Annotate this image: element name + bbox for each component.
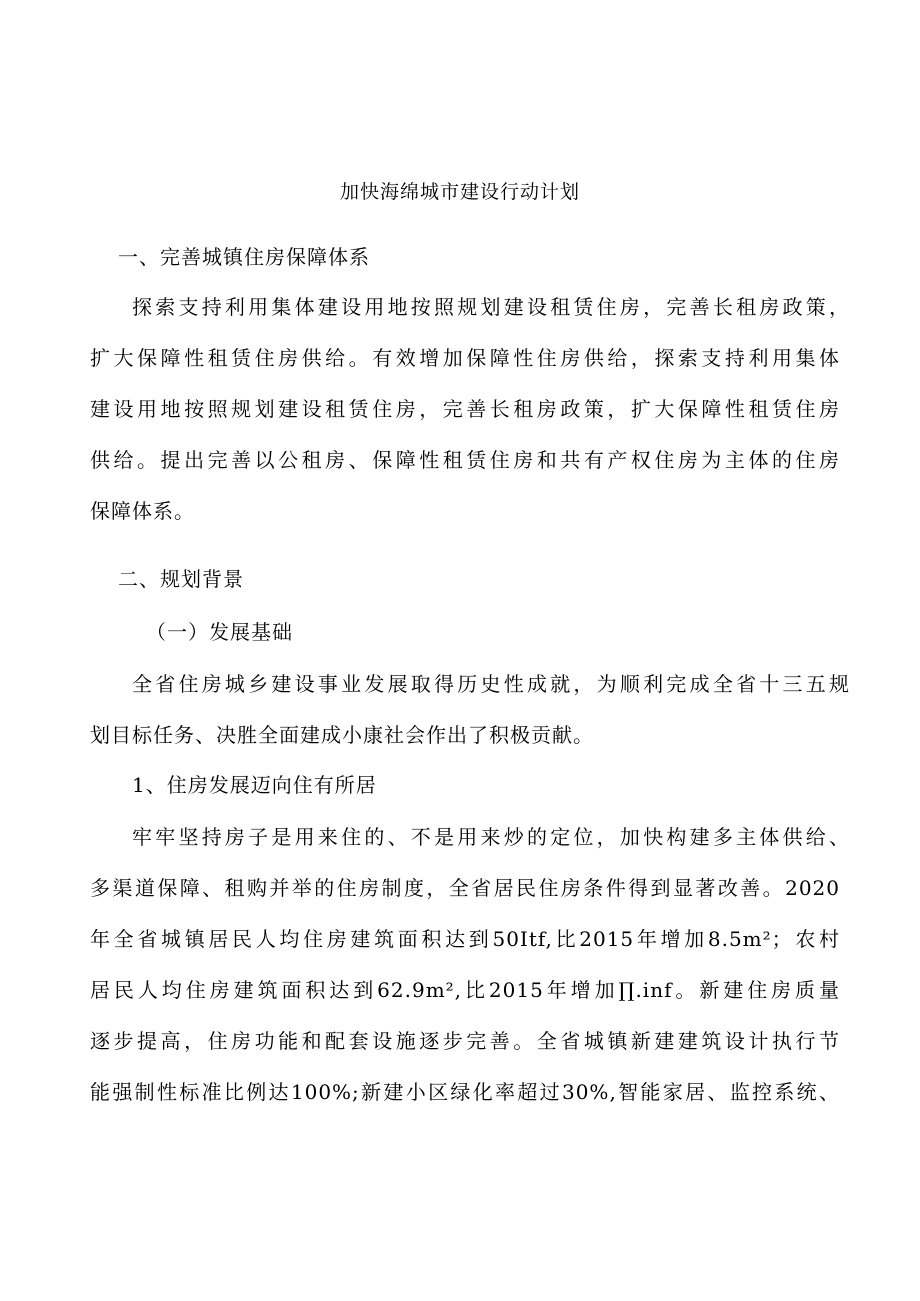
section-heading-housing-security: 一、完善城镇住房保障体系 [118, 245, 370, 269]
paragraph-line: 供给。提出完善以公租房、保障性租赁住房和共有产权住房为主体的住房 [90, 448, 840, 472]
paragraph-line: 全省住房城乡建设事业发展取得历史性成就，为顺利完成全省十三五规 [132, 672, 850, 696]
section-heading-planning-background: 二、规划背景 [118, 567, 244, 591]
paragraph-line: 扩大保障性租赁住房供给。有效增加保障性住房供给，探索支持利用集体 [90, 346, 840, 370]
paragraph-line: 牢牢坚持房子是用来住的、不是用来炒的定位，加快构建多主体供给、 [132, 825, 850, 849]
document-title: 加快海绵城市建设行动计划 [339, 181, 580, 203]
paragraph-line: 年全省城镇居民人均住房建筑面积达到50Itf,比2015年增加8.5m²；农村 [90, 927, 840, 951]
paragraph-line: 多渠道保障、租购并举的住房制度，全省居民住房条件得到显著改善。2020 [90, 876, 840, 900]
paragraph-line: 划目标任务、决胜全面建成小康社会作出了积极贡献。 [90, 723, 594, 747]
paragraph-line: 探索支持利用集体建设用地按照规划建设租赁住房，完善长租房政策， [132, 295, 850, 319]
paragraph-line: 居民人均住房建筑面积达到62.9m²,比2015年增加∏.inf。新建住房质量 [90, 978, 840, 1002]
item-heading-housing-development: 1、住房发展迈向住有所居 [132, 773, 377, 797]
paragraph-line: 保障体系。 [90, 499, 195, 523]
paragraph-line: 逐步提高，住房功能和配套设施逐步完善。全省城镇新建建筑设计执行节 [90, 1029, 840, 1053]
subsection-heading-development-foundation: （一）发展基础 [146, 620, 293, 644]
paragraph-line: 能强制性标准比例达100%;新建小区绿化率超过30%,智能家居、监控系统、 [90, 1080, 840, 1104]
paragraph-line: 建设用地按照规划建设租赁住房，完善长租房政策，扩大保障性租赁住房 [90, 397, 840, 421]
